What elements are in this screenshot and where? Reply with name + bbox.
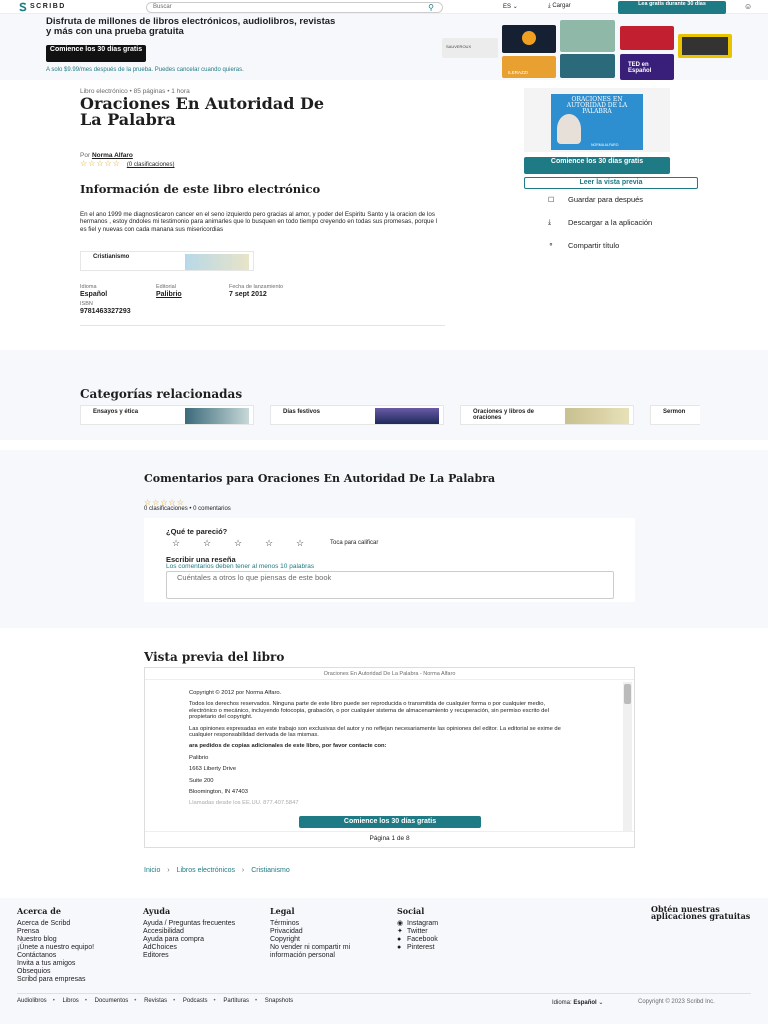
footer-social-facebook[interactable]	[397, 936, 512, 944]
preview-line: Bloomington, IN 47403	[189, 789, 248, 796]
tap-to-rate-label: Toca para calificar	[330, 540, 379, 546]
footer-link[interactable]: Accesibilidad	[143, 928, 184, 935]
pinterest-icon: ●	[397, 944, 402, 951]
upload-label: Cargar	[552, 3, 571, 9]
details-divider	[80, 325, 445, 326]
info-heading: Información de este libro electrónico	[80, 182, 321, 196]
book-description: En el ano 1999 me diagnosticaron cancer en el seno izquierdo pero gracias al amor, y poder del Espiritu Santo y la oracion de los hermanos , estoy dndoles mi testimonio para animarles que lo busquen en todo tiempo creyendo en todas sus promesas, porque l es fiel y nuevas con cada manana sus misericordias	[80, 211, 438, 233]
footer-copyright: Copyright © 2023 Scribd Inc.	[638, 999, 715, 1005]
preview-scrollbar[interactable]	[623, 682, 632, 832]
review-form-card	[144, 518, 635, 602]
author-line	[80, 152, 133, 159]
preview-heading: Vista previa del libro	[144, 650, 285, 664]
promo-cover-8-text: TED en Español	[628, 62, 652, 74]
promo-cover-7	[560, 54, 615, 78]
footer-language-value: Español	[573, 1000, 597, 1006]
rating-row	[80, 159, 175, 168]
cover-frame	[524, 88, 670, 152]
promo-cover-4	[620, 26, 674, 50]
book-cover-author: NORMA ALFARO	[591, 143, 619, 147]
promo-cover-3	[560, 20, 615, 52]
promo-cover-1-text: SAUVEROUX	[446, 44, 472, 49]
preview-line: Suite 200	[189, 777, 214, 784]
publisher-label: Editorial	[156, 284, 176, 290]
related-card-sermon[interactable]	[650, 405, 700, 425]
chevron-down-icon: ⌄	[598, 1000, 604, 1006]
star-icon[interactable]: ☆	[203, 538, 212, 548]
star-icon[interactable]: ☆	[234, 538, 243, 548]
book-title: Oraciones En Autoridad De La Palabra	[80, 94, 324, 129]
book-meta: Libro electrónico • 85 páginas • 1 hora	[80, 88, 190, 95]
apps-heading: Obtén nuestras aplicaciones gratuitas	[651, 904, 751, 921]
breadcrumb-ebooks[interactable]: Libros electrónicos	[176, 867, 235, 874]
related-card-label: Ensayos y ética	[93, 409, 139, 415]
footer-language-selector[interactable]	[552, 999, 603, 1006]
book-cover-title: ORACIONES EN AUTORIDAD DE LA PALABRA	[566, 96, 628, 115]
breadcrumb	[144, 867, 290, 874]
promo-cover-6	[502, 56, 556, 78]
search-input[interactable]	[146, 2, 443, 13]
preview-line: Palibrio	[189, 754, 209, 761]
publisher-link[interactable]: Palibrio	[156, 291, 182, 298]
reviews-rating-stars: ☆☆☆☆☆	[144, 498, 185, 507]
related-card-label: Oraciones y libros de oraciones	[473, 409, 535, 421]
footer-col-about	[17, 906, 137, 984]
chevron-down-icon: ⌄	[512, 4, 518, 10]
footer-link[interactable]: AdChoices	[143, 944, 177, 951]
write-review-heading: Escribir una reseña	[166, 555, 236, 564]
sidebar-trial-button[interactable]	[524, 157, 670, 174]
footer-bottom-links: Audiolibros • Libros • Documentos • Revistas • Podcasts • Partituras • Snapshots	[17, 998, 294, 1004]
related-heading: Categorías relacionadas	[80, 387, 243, 401]
footer-bottom-link[interactable]: Podcasts	[182, 998, 208, 1004]
review-question: ¿Qué te pareció?	[166, 527, 228, 536]
footer-link[interactable]: No vender ni compartir mi información personal	[270, 944, 351, 959]
scribd-logo-icon[interactable]	[18, 2, 28, 12]
author-link[interactable]: Norma Alfaro	[91, 152, 133, 159]
promo-cover-1	[442, 38, 498, 58]
footer-link[interactable]: Editores	[143, 952, 169, 959]
related-card-thumbnail	[565, 408, 629, 424]
reviews-heading: Comentarios para Oraciones En Autoridad De La Palabra	[144, 472, 496, 485]
preview-line: Copyright © 2012 por Norma Alfaro.	[189, 690, 282, 696]
share-title-label: Compartir título	[568, 241, 620, 250]
preview-scroll-thumb[interactable]	[624, 684, 631, 704]
footer-link[interactable]: Términos	[270, 920, 300, 927]
footer-link[interactable]: Privacidad	[270, 928, 303, 935]
search-placeholder: Buscar	[153, 4, 172, 10]
breadcrumb-home[interactable]: Inicio	[144, 867, 161, 874]
promo-trial-label: Comience los 30 días gratis	[49, 46, 143, 53]
language-value: Español	[80, 291, 108, 298]
preview-line: Las opiniones expresadas en este trabajo son exclusivas del autor y no reflejan necesariamente las opiniones del editor. La editorial se exime de cualquier responsabilidad derivada de las mismas.	[189, 725, 561, 739]
bookmark-icon: ☐	[548, 197, 555, 204]
preview-trial-button[interactable]	[299, 816, 481, 828]
language-code: ES	[503, 4, 512, 10]
related-card-prayers[interactable]	[460, 405, 634, 425]
footer-link[interactable]: Acerca de Scribd	[17, 920, 71, 927]
category-tag-card[interactable]	[80, 251, 254, 271]
download-app-label: Descargar a la aplicación	[568, 218, 653, 227]
rating-stars: ☆☆☆☆☆	[80, 159, 121, 168]
preview-document	[144, 667, 635, 848]
search-icon[interactable]: ⚲	[428, 3, 434, 12]
free-trial-header-label: Lea gratis durante 30 días	[638, 1, 706, 7]
footer-bottom-link[interactable]: Libros	[62, 998, 79, 1004]
footer-link: Facebook	[407, 936, 438, 943]
preview-line: 1663 Liberty Drive	[189, 766, 237, 773]
chevron-right-icon: ›	[167, 867, 170, 874]
footer-link[interactable]: Scribd para empresas	[17, 976, 86, 983]
footer-link: Pinterest	[407, 944, 435, 951]
footer-link[interactable]: Contáctanos	[17, 952, 57, 959]
related-card-thumbnail	[185, 408, 249, 424]
twitter-icon: ✦	[397, 928, 403, 935]
review-textarea[interactable]	[166, 571, 614, 599]
footer-social-instagram[interactable]	[397, 920, 512, 928]
footer-bottom-link[interactable]: Snapshots	[264, 998, 294, 1004]
chevron-right-icon: ›	[241, 867, 245, 874]
isbn-value: 9781463327293	[80, 308, 131, 315]
footer-heading: Social	[397, 906, 425, 916]
upload-icon: ⤓	[548, 3, 551, 9]
category-tag-thumbnail	[185, 254, 249, 270]
footer-divider	[17, 993, 751, 994]
footer-social-pinterest[interactable]	[397, 944, 512, 952]
footer-link: Twitter	[407, 928, 428, 935]
footer-col-help	[143, 906, 258, 960]
footer-link[interactable]: Ayuda para compra	[143, 936, 204, 943]
share-icon: ⚬	[548, 242, 554, 249]
preview-doc-header: Oraciones En Autoridad De La Palabra - Norma Alfaro	[323, 671, 456, 677]
sidebar-trial-label: Comience los 30 días gratis	[550, 158, 644, 165]
promo-cover-6-text: ILERAZZI	[508, 70, 528, 75]
by-label: Por	[80, 152, 91, 159]
footer-bottom-link[interactable]: Audiolibros	[17, 998, 47, 1004]
footer-col-legal	[270, 906, 385, 960]
cover-portrait	[557, 114, 581, 144]
save-for-later-label: Guardar para después	[568, 195, 644, 204]
account-icon[interactable]: ☺	[744, 2, 753, 11]
promo-fine-print: A solo $9.99/mes después de la prueba. Puedes cancelar cuando quieras.	[46, 67, 244, 73]
preview-line: Llamadas desde los EE.UU. 877.407.5847	[189, 800, 299, 807]
instagram-icon: ◉	[397, 920, 404, 927]
language-selector[interactable]	[503, 3, 518, 10]
related-card-holidays[interactable]	[270, 405, 444, 425]
release-label: Fecha de lanzamiento	[229, 284, 284, 290]
related-card-essays[interactable]	[80, 405, 254, 425]
footer-link[interactable]: Ayuda / Preguntas frecuentes	[143, 920, 236, 927]
related-card-thumbnail	[375, 408, 439, 424]
top-navigation-bar	[0, 0, 768, 14]
download-icon: ⤓	[548, 219, 552, 226]
upload-button[interactable]	[548, 3, 571, 10]
preview-trial-label: Comience los 30 días gratis	[343, 818, 437, 825]
footer-link[interactable]: Copyright	[270, 936, 300, 943]
logo-wordmark[interactable]: SCRIBD	[30, 3, 66, 10]
footer-link[interactable]: Invita a tus amigos	[17, 960, 76, 967]
related-card-label: Sermon	[663, 409, 686, 415]
footer-link: Instagram	[407, 920, 439, 927]
read-preview-button[interactable]	[524, 177, 698, 189]
promo-banner	[0, 14, 768, 80]
star-icon[interactable]: ☆	[296, 538, 305, 548]
star-icon[interactable]: ☆	[265, 538, 274, 548]
footer-link[interactable]: Prensa	[17, 928, 40, 935]
related-card-label: Días festivos	[283, 409, 321, 415]
promo-cover-8	[620, 54, 674, 80]
rating-count-link[interactable]: (0 clasificaciones)	[126, 162, 175, 168]
free-trial-header-button[interactable]	[618, 1, 726, 14]
footer-col-social	[397, 906, 512, 952]
footer-link[interactable]: Nuestro blog	[17, 936, 57, 943]
footer-language-label: Idioma:	[552, 1000, 572, 1006]
release-value: 7 sept 2012	[229, 291, 267, 298]
promo-trial-button[interactable]	[46, 45, 146, 62]
footer-bottom-link[interactable]: Revistas	[144, 998, 168, 1004]
page-indicator: Página 1 de 8	[369, 835, 410, 842]
promo-cover-2	[502, 25, 556, 53]
preview-line: Todos los derechos reservados. Ninguna parte de este libro puede ser reproducida o transmitida de cualquier forma o por cualquier medio, electrónico o mecánico, incluyendo fotocopia, grabación, o por cualquier sistema de almacenamiento y recuperación, sin permiso escrito del propietario del copyright.	[189, 701, 549, 721]
promo-cover-5	[678, 34, 732, 58]
language-label: Idioma	[80, 284, 97, 290]
breadcrumb-christianity[interactable]: Cristianismo	[251, 867, 290, 874]
footer-bottom-link[interactable]: Documentos	[94, 998, 129, 1004]
book-cover[interactable]	[551, 94, 643, 150]
footer-social-twitter[interactable]	[397, 928, 512, 936]
min-words-hint: Los comentarios deben tener al menos 10 palabras	[166, 563, 315, 570]
promo-headline: Disfruta de millones de libros electrónicos, audiolibros, revistas y más con una prueba gratuita	[46, 16, 336, 37]
isbn-label: ISBN	[80, 301, 93, 307]
footer-link[interactable]: ¡Únete a nuestro equipo!	[17, 944, 95, 951]
footer-link[interactable]: Obsequios	[17, 968, 51, 975]
category-tag-label: Cristianismo	[93, 254, 130, 260]
footer-heading: Ayuda	[143, 906, 171, 916]
read-preview-label: Leer la vista previa	[579, 179, 643, 186]
preview-line: ara pedidos de copias adicionales de este libro, por favor contacte con:	[189, 743, 387, 750]
facebook-icon: ●	[397, 936, 402, 943]
review-textarea-placeholder: Cuéntales a otros lo que piensas de este book	[177, 573, 332, 582]
star-icon[interactable]: ☆	[172, 538, 181, 548]
footer-heading: Legal	[270, 906, 295, 916]
preview-page-text	[189, 690, 569, 807]
footer-bottom-link[interactable]: Partituras	[223, 998, 250, 1004]
footer-heading: Acerca de	[17, 906, 61, 916]
reviews-summary: 0 clasificaciones • 0 comentarios	[144, 506, 231, 512]
